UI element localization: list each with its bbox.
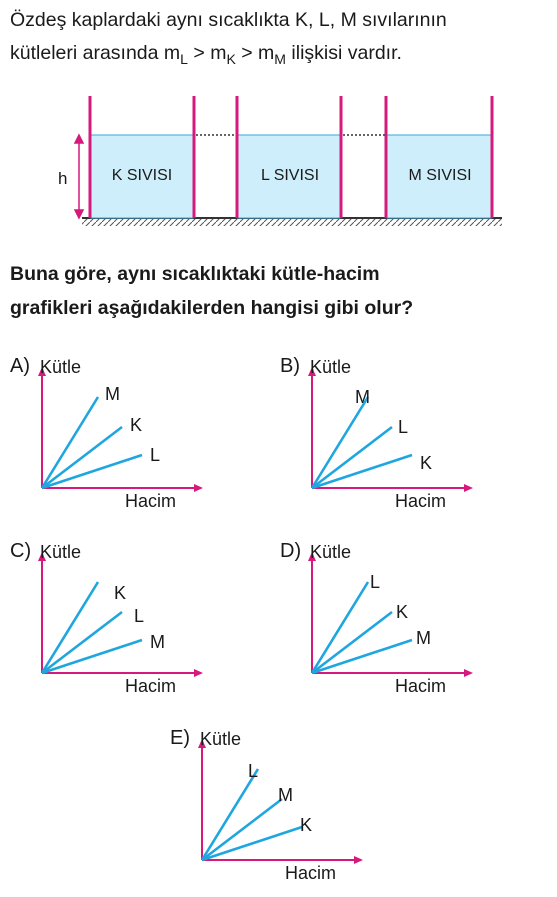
line-label-1: M xyxy=(105,384,120,404)
question-stem xyxy=(10,4,555,70)
x-axis-arrow-icon xyxy=(464,484,473,492)
line-label-3: K xyxy=(300,815,313,835)
x-axis-arrow-icon xyxy=(194,484,203,492)
height-label: h xyxy=(58,169,68,188)
x-axis-arrow-icon xyxy=(354,856,363,864)
graph-line-2 xyxy=(42,612,122,673)
y-axis-label: Kütle xyxy=(310,357,352,377)
graph-line-3 xyxy=(42,640,142,673)
line-label-2: L xyxy=(134,606,145,626)
mass-subscript-m: M xyxy=(274,50,286,67)
line-label-3: M xyxy=(150,632,165,652)
option-b[interactable] xyxy=(280,355,510,525)
x-axis-label: Hacim xyxy=(125,491,177,511)
prompt-line-1: Buna göre, aynı sıcaklıktaki kütle-hacim xyxy=(10,263,380,285)
line-label-2: K xyxy=(130,415,143,435)
x-axis-arrow-icon xyxy=(464,669,473,677)
graph-line-3 xyxy=(202,827,302,860)
line-label-1: L xyxy=(248,761,259,781)
graph-line-1 xyxy=(42,582,98,673)
height-arrow xyxy=(75,135,83,218)
graph-line-1 xyxy=(312,397,368,488)
line-label-2: K xyxy=(396,602,409,622)
graph-line-2 xyxy=(202,799,282,860)
ground-hatch xyxy=(82,218,502,226)
option-letter: C) xyxy=(10,540,32,562)
line-label-3: L xyxy=(150,445,161,465)
option-letter: B) xyxy=(280,355,300,377)
line-label-2: L xyxy=(398,417,409,437)
option-a[interactable] xyxy=(10,355,240,525)
containers-figure xyxy=(0,90,520,240)
label-k-sivisi: K SIVISI xyxy=(111,167,173,184)
option-c[interactable] xyxy=(10,540,240,710)
line-label-1: K xyxy=(114,583,127,603)
line-label-1: L xyxy=(370,572,381,592)
mass-subscript-k: K xyxy=(226,50,236,67)
label-m-sivisi: M SIVISI xyxy=(408,167,472,184)
line-label-2: M xyxy=(278,785,293,805)
option-d[interactable] xyxy=(280,540,510,710)
stem-line-1: Özdeş kaplardaki aynı sıcaklıkta K, L, M sıvılarının xyxy=(10,9,447,31)
x-axis-label: Hacim xyxy=(395,491,447,511)
graph-line-1 xyxy=(312,582,368,673)
x-axis-label: Hacim xyxy=(395,676,447,696)
x-axis-arrow-icon xyxy=(194,669,203,677)
graph-line-3 xyxy=(42,455,142,488)
graph-line-1 xyxy=(202,769,258,860)
gt-sign-1: > m xyxy=(187,42,227,64)
y-axis-label: Kütle xyxy=(40,357,82,377)
x-axis-label: Hacim xyxy=(285,863,337,883)
prompt-line-2: grafikleri aşağıdakilerden hangisi gibi olur? xyxy=(10,297,414,319)
y-axis-label: Kütle xyxy=(200,729,242,749)
gt-sign-2: > m xyxy=(235,42,275,64)
graph-line-2 xyxy=(312,427,392,488)
graph-line-2 xyxy=(42,427,122,488)
mass-subscript-l: L xyxy=(180,50,188,67)
graph-line-1 xyxy=(42,397,98,488)
option-letter: D) xyxy=(280,540,302,562)
stem-text-end: ilişkisi vardır. xyxy=(285,42,402,64)
y-axis-label: Kütle xyxy=(40,542,82,562)
option-e[interactable] xyxy=(170,727,400,897)
stem-text: kütleleri arasında m xyxy=(10,42,181,64)
graph-line-3 xyxy=(312,455,412,488)
stem-line-2 xyxy=(10,37,555,70)
label-l-sivisi: L SIVISI xyxy=(260,167,320,184)
option-letter: E) xyxy=(170,727,190,749)
graph-line-2 xyxy=(312,612,392,673)
line-label-1: M xyxy=(355,387,370,407)
question-prompt xyxy=(10,257,555,325)
option-letter: A) xyxy=(10,355,30,377)
line-label-3: M xyxy=(416,628,431,648)
line-label-3: K xyxy=(420,453,433,473)
y-axis-label: Kütle xyxy=(310,542,352,562)
graph-line-3 xyxy=(312,640,412,673)
x-axis-label: Hacim xyxy=(125,676,177,696)
